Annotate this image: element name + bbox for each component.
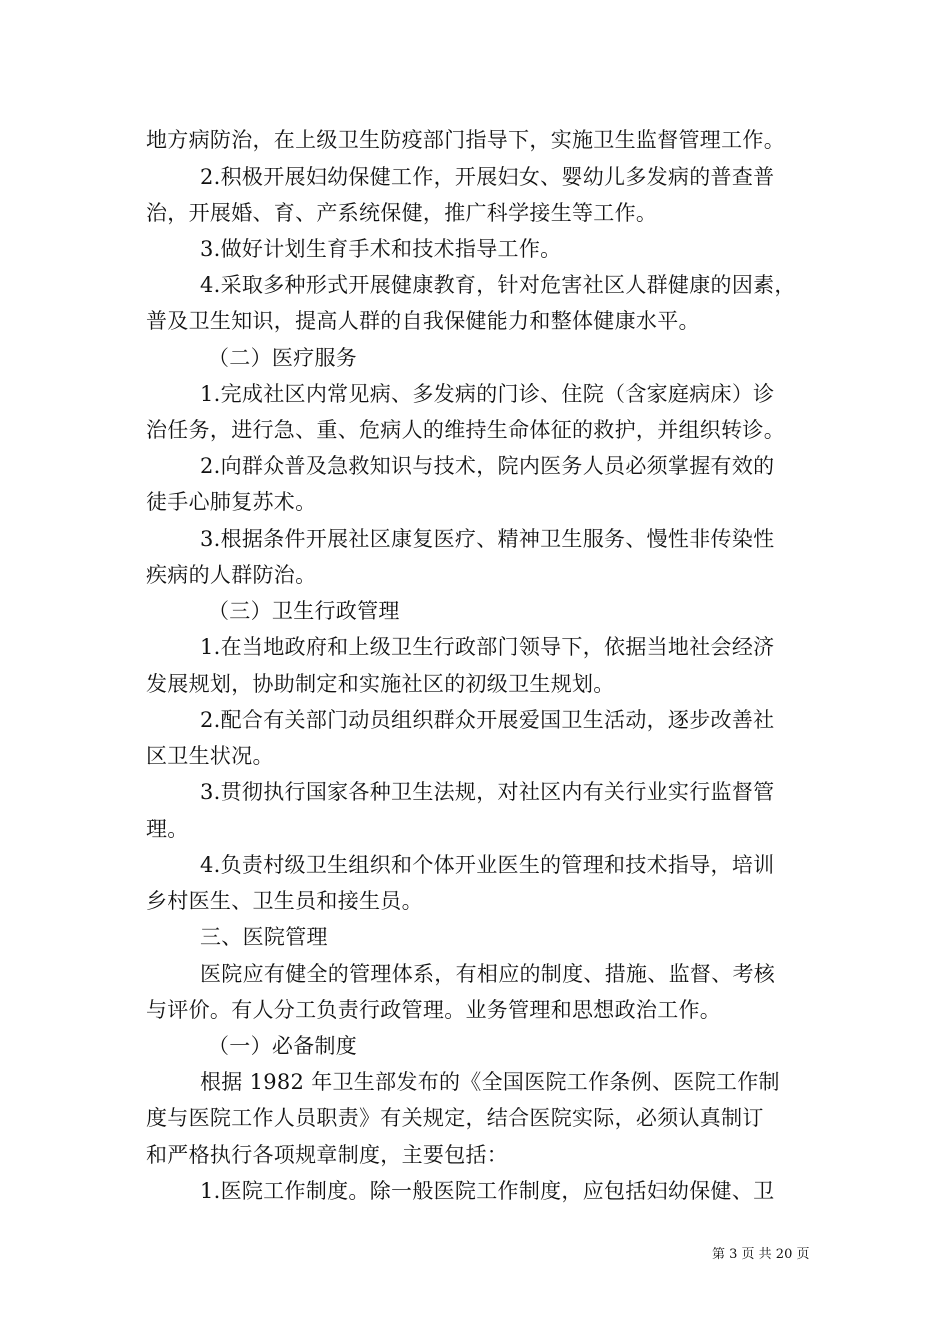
text-line: 2.配合有关部门动员组织群众开展爱国卫生活动，逐步改善社 [200,708,775,732]
section-heading: （一）必备制度 [208,1034,358,1058]
text-line: 与评价。有人分工负责行政管理。业务管理和思想政治工作。 [146,998,722,1022]
text-line: 3.做好计划生育手术和技术指导工作。 [200,237,562,261]
text-line: 2.积极开展妇幼保健工作，开展妇女、婴幼儿多发病的普查普 [200,165,775,189]
text-line: 2.向群众普及急救知识与技术，院内医务人员必须掌握有效的 [200,454,775,478]
text-line: 治，开展婚、育、产系统保健，推广科学接生等工作。 [146,201,658,225]
section-heading: 三、医院管理 [200,925,328,949]
section-heading: （三）卫生行政管理 [208,599,400,623]
section-heading: （二）医疗服务 [208,346,358,370]
text-line: 和严格执行各项规章制度，主要包括： [146,1143,509,1167]
text-line: 医院应有健全的管理体系，有相应的制度、措施、监督、考核 [200,962,776,986]
text-line: 1.在当地政府和上级卫生行政部门领导下，依据当地社会经济 [200,635,775,659]
text-line: 疾病的人群防治。 [146,563,317,587]
text-line: 1.完成社区内常见病、多发病的门诊、住院（含家庭病床）诊 [200,382,775,406]
page-number-footer: 第 3 页 共 20 页 [712,1247,810,1262]
text-line: 乡村医生、卫生员和接生员。 [146,889,423,913]
text-line: 普及卫生知识，提高人群的自我保健能力和整体健康水平。 [146,309,700,333]
text-line: 度与医院工作人员职责》有关规定，结合医院实际，必须认真制订 [146,1106,764,1130]
text-line: 1.医院工作制度。除一般医院工作制度，应包括妇幼保健、卫 [200,1179,775,1203]
text-line: 治任务，进行急、重、危病人的维持生命体征的救护，并组织转诊。 [146,418,785,442]
text-line: 3.贯彻执行国家各种卫生法规，对社区内有关行业实行监督管 [200,780,775,804]
text-line: 4.负责村级卫生组织和个体开业医生的管理和技术指导，培训 [200,853,775,877]
text-line: 根据 1982 年卫生部发布的《全国医院工作条例、医院工作制 [200,1070,780,1094]
text-line: 发展规划，协助制定和实施社区的初级卫生规划。 [146,672,615,696]
text-line: 地方病防治，在上级卫生防疫部门指导下，实施卫生监督管理工作。 [146,128,785,152]
text-line: 理。 [146,817,189,841]
text-line: 徒手心肺复苏术。 [146,490,317,514]
text-line: 区卫生状况。 [146,744,274,768]
text-line: 3.根据条件开展社区康复医疗、精神卫生服务、慢性非传染性 [200,527,775,551]
text-line: 4.采取多种形式开展健康教育，针对危害社区人群健康的因素， [200,273,796,297]
